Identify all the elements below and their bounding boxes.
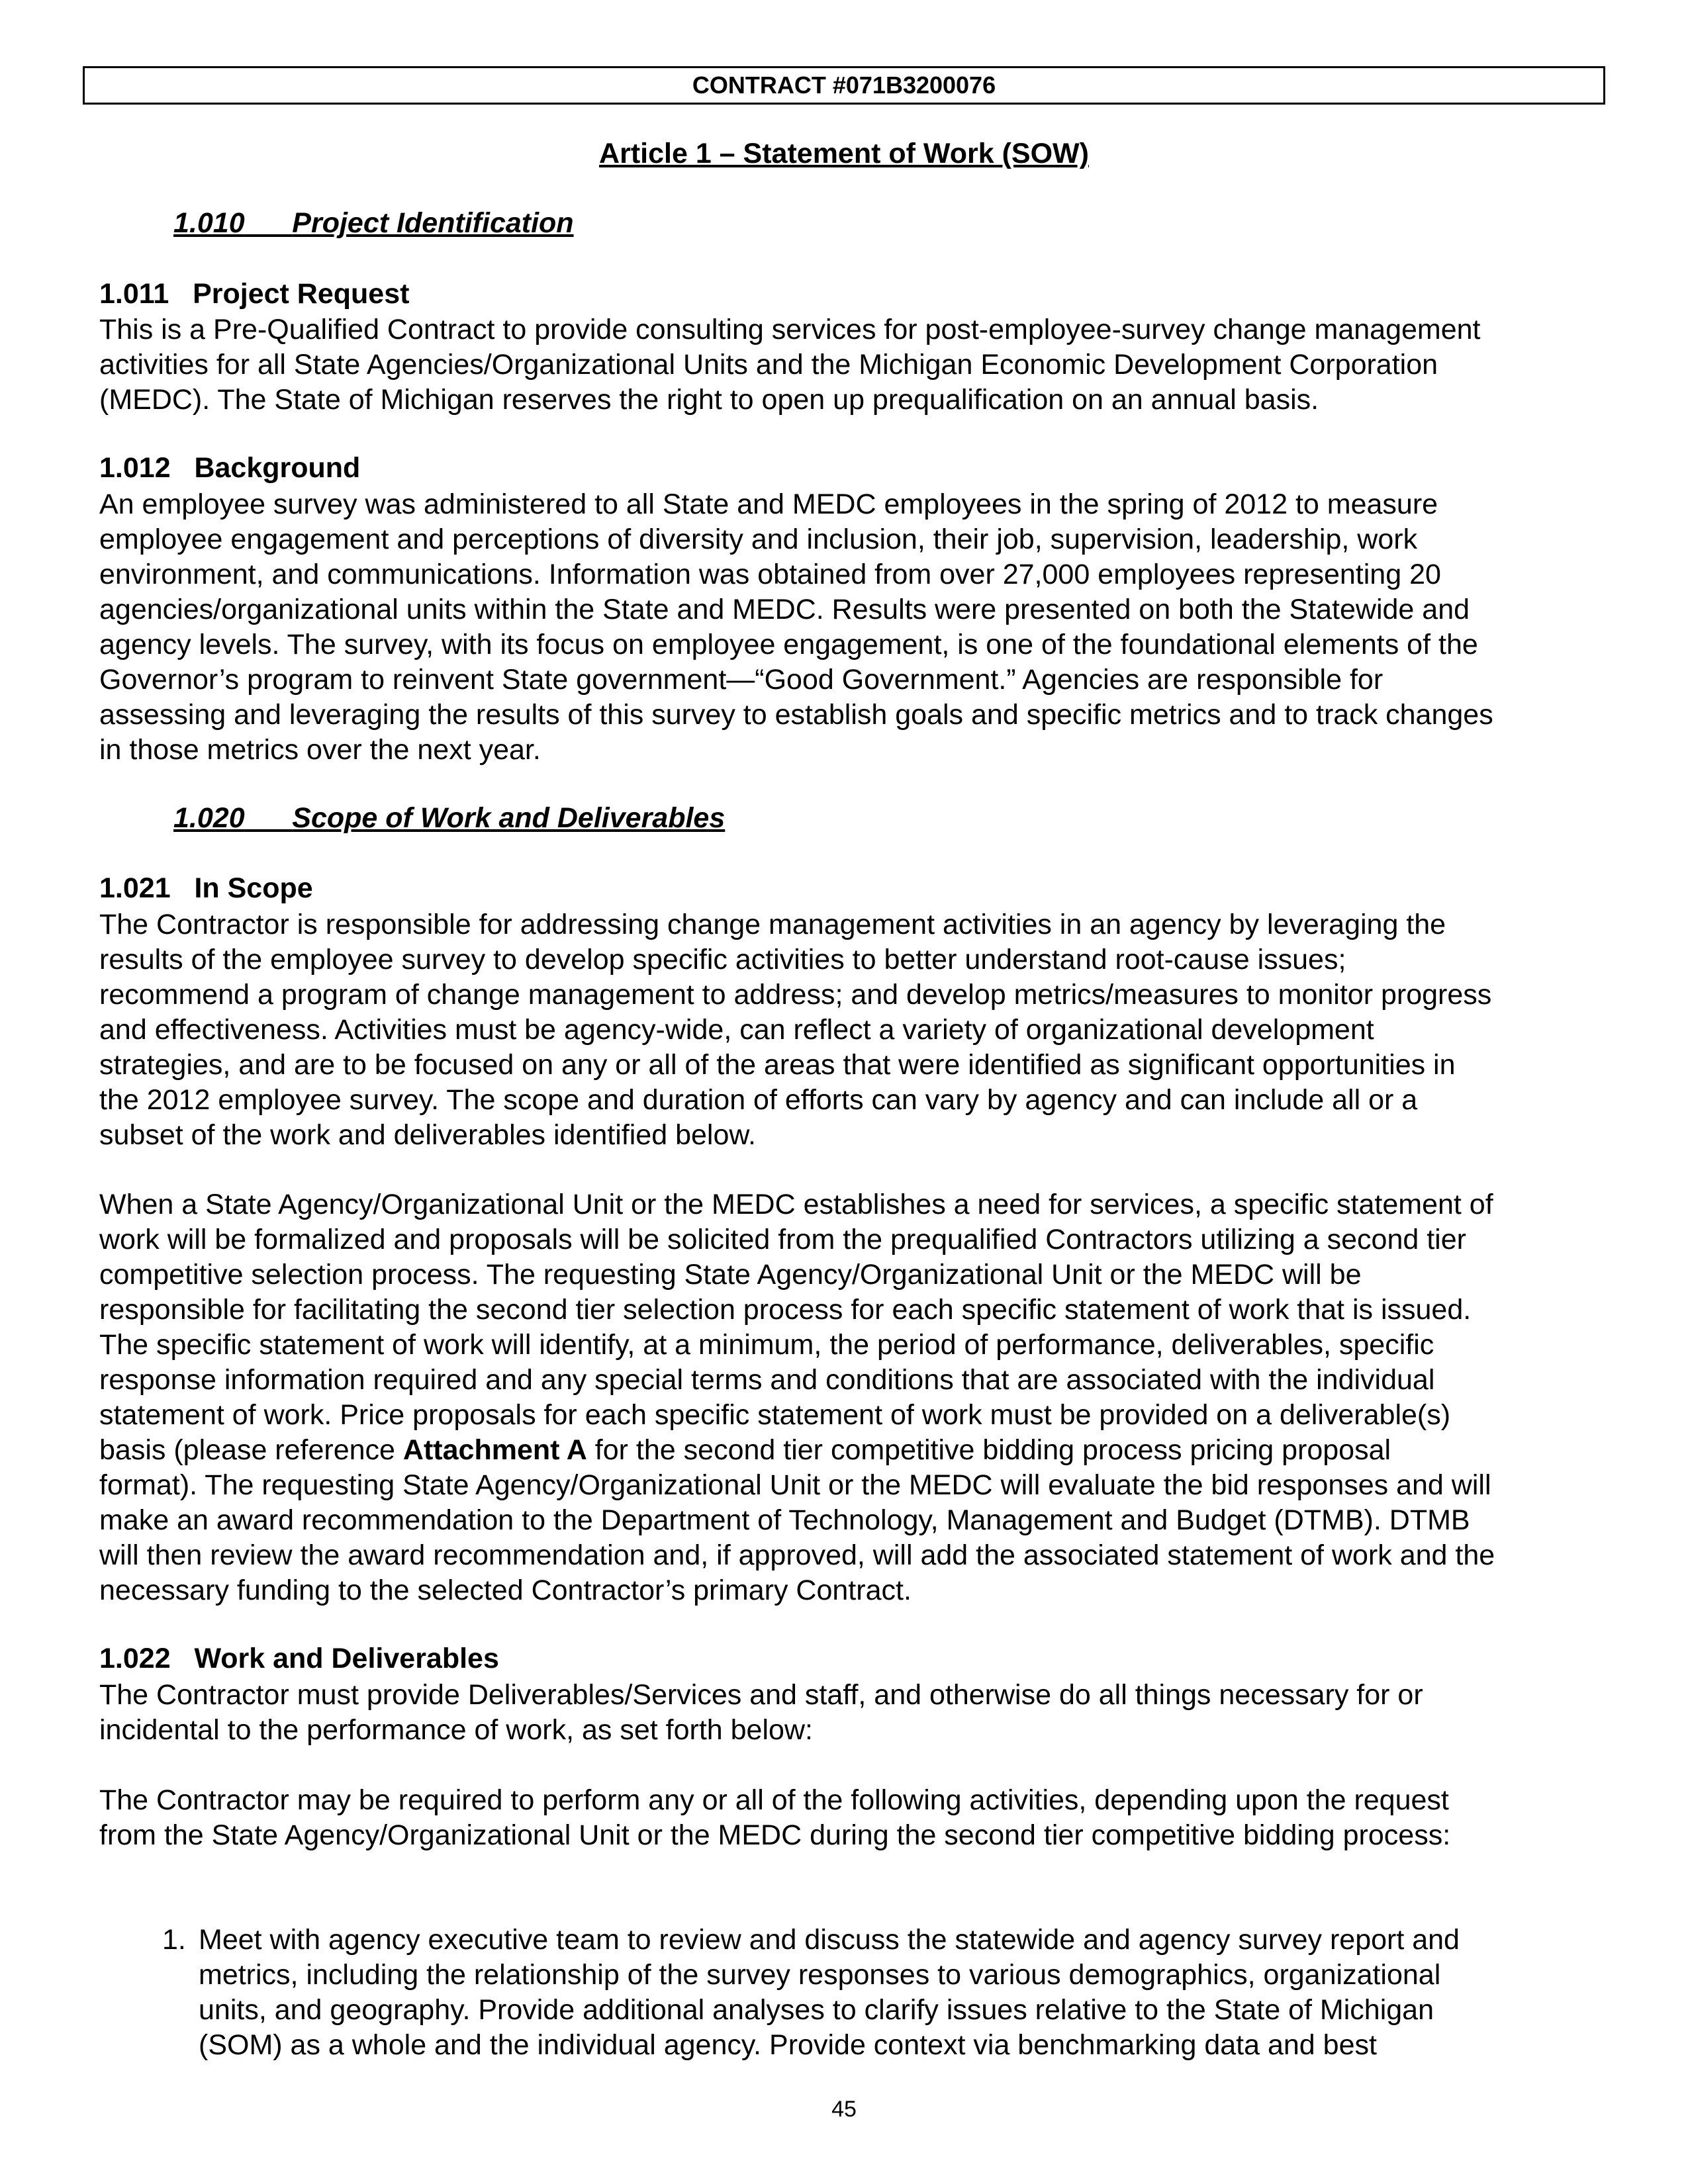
text-line: from the State Agency/Organizational Unit or the MEDC during the second tier competitive bidding process:	[99, 1819, 1451, 1851]
section-number: 1.010	[173, 207, 245, 239]
list-item-continuation: units, and geography. Provide additional analyses to clarify issues relative to the State of Michigan	[199, 1994, 1434, 2026]
list-item-continuation: (SOM) as a whole and the individual agency. Provide context via benchmarking data and best	[199, 2029, 1377, 2061]
attachment-a-reference: Attachment A	[402, 1434, 587, 1466]
section-heading-1010	[173, 207, 574, 240]
paragraph-project-request	[99, 312, 1622, 418]
text-line: The Contractor may be required to perform any or all of the following activities, depending upon the request	[99, 1784, 1449, 1816]
text-line: statement of work. Price proposals for each specific statement of work must be provided on a deliverable(s)	[99, 1399, 1451, 1431]
paragraph-background	[99, 487, 1622, 768]
subsection-heading-1022: 1.022 Work and Deliverables	[99, 1643, 499, 1674]
section-title: Project Identification	[292, 207, 574, 239]
text-fragment: for the second tier competitive bidding process pricing proposal	[586, 1434, 1391, 1466]
text-line: competitive selection process. The requesting State Agency/Organizational Unit or the MEDC will be	[99, 1259, 1362, 1291]
page-number: 45	[831, 2097, 857, 2122]
contract-header	[83, 66, 1605, 105]
contract-number: CONTRACT #071B3200076	[692, 71, 996, 99]
subsection-heading-1011: 1.011 Project Request	[99, 278, 410, 310]
paragraph-in-scope	[99, 907, 1622, 1153]
text-line: necessary funding to the selected Contractor’s primary Contract.	[99, 1574, 912, 1606]
text-line: When a State Agency/Organizational Unit or the MEDC establishes a need for services, a specific statement of	[99, 1189, 1493, 1220]
section-heading-1020	[173, 802, 725, 835]
list-item-continuation: metrics, including the relationship of the survey responses to various demographics, organizational	[199, 1959, 1441, 1991]
text-line: An employee survey was administered to all State and MEDC employees in the spring of 2012 to measure	[99, 488, 1438, 520]
paragraph-activities-intro	[99, 1783, 1622, 1853]
text-line: results of the employee survey to develop specific activities to better understand root-cause issues;	[99, 944, 1346, 976]
text-line: agencies/organizational units within the State and MEDC. Results were presented on both the Statewide and	[99, 594, 1470, 625]
text-line: format). The requesting State Agency/Organizational Unit or the MEDC will evaluate the bid responses and will	[99, 1469, 1491, 1501]
text-line: (MEDC). The State of Michigan reserves the right to open up prequalification on an annual basis.	[99, 384, 1319, 416]
text-line: The specific statement of work will identify, at a minimum, the period of performance, deliverables, specific	[99, 1329, 1434, 1361]
paragraph-work-deliverables	[99, 1678, 1622, 1748]
text-line: will then review the award recommendation and, if approved, will add the associated statement of work and the	[99, 1539, 1495, 1571]
text-fragment: basis (please reference	[99, 1434, 403, 1466]
article-title: Article 1 – Statement of Work (SOW)	[599, 138, 1089, 169]
text-line: This is a Pre-Qualified Contract to provide consulting services for post-employee-survey change management	[99, 314, 1481, 345]
text-line: strategies, and are to be focused on any or all of the areas that were identified as significant opportunities in	[99, 1049, 1456, 1081]
text-line: assessing and leveraging the results of this survey to establish goals and specific metrics and to track changes	[99, 699, 1493, 731]
section-title: Scope of Work and Deliverables	[292, 802, 726, 834]
text-line: Governor’s program to reinvent State government—“Good Government.” Agencies are responsible for	[99, 664, 1383, 696]
text-line: subset of the work and deliverables identified below.	[99, 1119, 757, 1151]
text-line: response information required and any special terms and conditions that are associated with the individual	[99, 1364, 1435, 1396]
text-line: activities for all State Agencies/Organizational Units and the Michigan Economic Development Corporation	[99, 349, 1438, 381]
text-line: responsible for facilitating the second tier selection process for each specific statement of work that is issued.	[99, 1294, 1472, 1326]
text-line: agency levels. The survey, with its focus on employee engagement, is one of the foundational elements of the	[99, 629, 1478, 660]
text-line: incidental to the performance of work, as set forth below:	[99, 1714, 813, 1746]
text-line: and effectiveness. Activities must be agency-wide, can reflect a variety of organizational development	[99, 1014, 1374, 1046]
text-line: The Contractor must provide Deliverables/Services and staff, and otherwise do all things necessary for or	[99, 1679, 1423, 1711]
section-number: 1.020	[173, 802, 245, 834]
text-line: environment, and communications. Information was obtained from over 27,000 employees representing 20	[99, 559, 1441, 590]
text-line-attachment	[99, 1433, 1622, 1468]
subsection-heading-1012: 1.012 Background	[99, 452, 361, 484]
paragraph-second-tier-process	[99, 1187, 1622, 1608]
list-item	[99, 1923, 1622, 1958]
list-item-text: Meet with agency executive team to review and discuss the statewide and agency survey report and	[199, 1924, 1460, 1956]
text-line: employee engagement and perceptions of diversity and inclusion, their job, supervision, leadership, work	[99, 523, 1418, 555]
text-line: make an award recommendation to the Department of Technology, Management and Budget (DTMB). DTMB	[99, 1504, 1470, 1536]
text-line: The Contractor is responsible for addressing change management activities in an agency by leveraging the	[99, 909, 1446, 940]
text-line: the 2012 employee survey. The scope and duration of efforts can vary by agency and can include all or a	[99, 1084, 1418, 1116]
text-line: work will be formalized and proposals will be solicited from the prequalified Contractors utilizing a second tier	[99, 1224, 1466, 1255]
text-line: recommend a program of change management to address; and develop metrics/measures to monitor progress	[99, 979, 1492, 1011]
list-item-number: 1.	[162, 1924, 186, 1956]
text-line: in those metrics over the next year.	[99, 734, 541, 766]
subsection-heading-1021: 1.021 In Scope	[99, 872, 313, 904]
activities-list	[99, 1923, 1622, 2063]
